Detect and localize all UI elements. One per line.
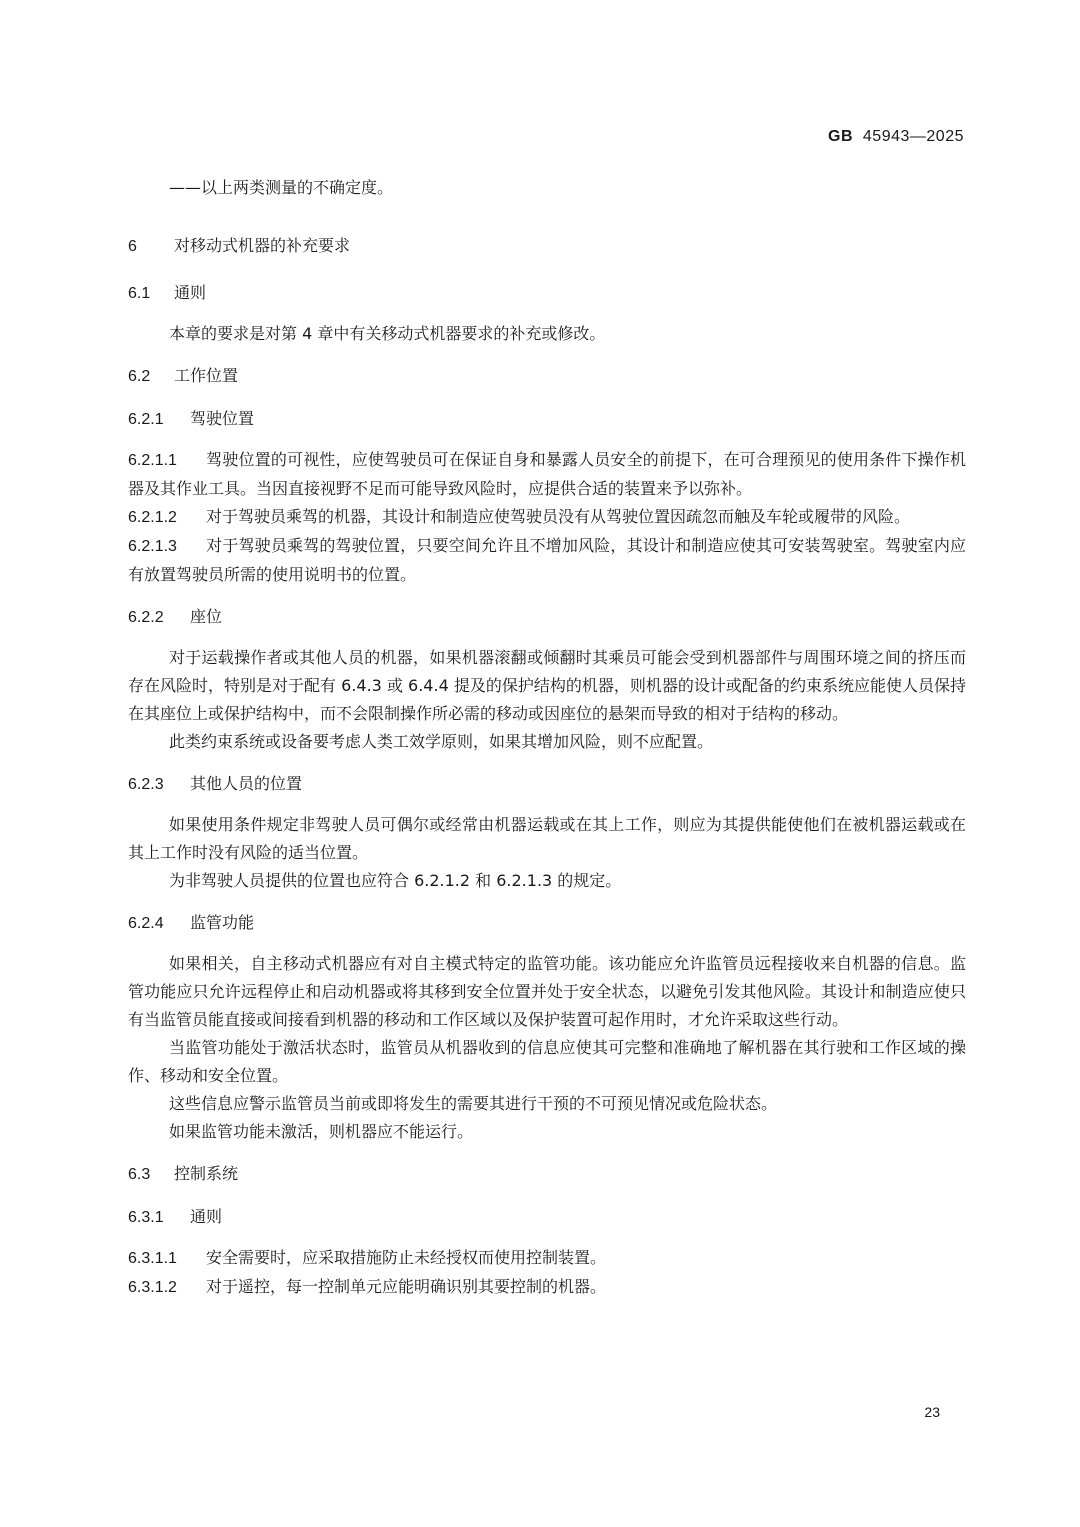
clause-number: 6.3.1.1	[128, 1250, 177, 1267]
section-number: 6.2.1	[128, 411, 164, 428]
clause-6-2-1-2	[128, 503, 966, 532]
clause-number: 6.2.1.1	[128, 452, 177, 469]
clause-text: 对于遥控，每一控制单元应能明确识别其要控制的机器。	[206, 1277, 607, 1296]
paragraph: 当监管功能处于激活状态时，监管员从机器收到的信息应使其可完整和准确地了解机器在其行驶和工作区域的操作、移动和安全位置。	[128, 1038, 966, 1085]
section-title: 座位	[190, 607, 223, 626]
paragraph: 本章的要求是对第 4 章中有关移动式机器要求的补充或修改。	[169, 324, 606, 343]
clause-number: 6.3.1.2	[128, 1279, 177, 1296]
section-number: 6.2.4	[128, 915, 164, 932]
clause-6-2-1-3	[128, 532, 966, 589]
clause-text: 驾驶位置的可视性，应使驾驶员可在保证自身和暴露人员安全的前提下，在可合理预见的使用条件下操作机器及其作业工具。当因直接视野不足而可能导致风险时，应提供合适的装置来予以弥补。	[128, 450, 966, 498]
standard-number: 45943—2025	[862, 128, 964, 145]
section-heading-6-3	[128, 1160, 966, 1189]
clause-6-3-1-2	[128, 1273, 966, 1302]
clause-text: 安全需要时，应采取措施防止未经授权而使用控制装置。	[206, 1248, 607, 1267]
clause-6-3-1-1	[128, 1244, 966, 1273]
standard-prefix: GB	[828, 128, 854, 145]
section-title: 通则	[174, 283, 207, 302]
section-heading-6-2	[128, 362, 966, 391]
section-heading-6-2-1	[128, 405, 966, 434]
clause-number: 6.2.1.2	[128, 509, 177, 526]
section-title: 驾驶位置	[190, 409, 255, 428]
section-heading-6-1	[128, 279, 966, 308]
section-title: 工作位置	[174, 366, 239, 385]
section-heading-6	[128, 232, 966, 261]
section-number: 6.3.1	[128, 1209, 164, 1226]
clause-text: 对于驾驶员乘驾的驾驶位置，只要空间允许且不增加风险，其设计和制造应使其可安装驾驶室。驾驶室内应有放置驾驶员所需的使用说明书的位置。	[128, 536, 966, 584]
section-number: 6.1	[128, 285, 151, 302]
paragraph: 为非驾驶人员提供的位置也应符合 6.2.1.2 和 6.2.1.3 的规定。	[169, 871, 622, 890]
paragraph: 这些信息应警示监管员当前或即将发生的需要其进行干预的不可预见情况或危险状态。	[169, 1094, 778, 1113]
dash-list-item: ——以上两类测量的不确定度。	[169, 178, 394, 197]
clause-text: 对于驾驶员乘驾的机器，其设计和制造应使驾驶员没有从驾驶位置因疏忽而触及车轮或履带的风险。	[206, 507, 911, 526]
section-title: 控制系统	[174, 1164, 239, 1183]
section-heading-6-2-4	[128, 909, 966, 938]
section-title: 对移动式机器的补充要求	[174, 236, 351, 255]
paragraph: 对于运载操作者或其他人员的机器，如果机器滚翻或倾翻时其乘员可能会受到机器部件与周围环境之间的挤压而存在风险时，特别是对于配有 6.4.3 或 6.4.4 提及的保护结构的机器，则机器的设计或配备的约束系统应能使人员保持在其座位上或保护结构中，而不会限制操作所必需的移动或因座位的悬架而导致的相对于结构的移动。	[128, 648, 966, 723]
section-number: 6.2.3	[128, 776, 164, 793]
paragraph: 如果监管功能未激活，则机器应不能运行。	[169, 1122, 474, 1141]
clause-6-2-1-1	[128, 446, 966, 503]
section-number: 6.3	[128, 1166, 151, 1183]
section-title: 其他人员的位置	[190, 774, 303, 793]
clause-number: 6.2.1.3	[128, 538, 177, 555]
section-heading-6-2-3	[128, 770, 966, 799]
section-number: 6	[128, 238, 137, 255]
page-body	[128, 174, 966, 1302]
section-heading-6-2-2	[128, 603, 966, 632]
section-number: 6.2.2	[128, 609, 164, 626]
section-title: 通则	[190, 1207, 223, 1226]
paragraph: 如果使用条件规定非驾驶人员可偶尔或经常由机器运载或在其上工作，则应为其提供能使他们在被机器运载或在其上工作时没有风险的适当位置。	[128, 815, 966, 862]
page-number: 23	[924, 1404, 940, 1420]
paragraph: 如果相关，自主移动式机器应有对自主模式特定的监管功能。该功能应允许监管员远程接收来自机器的信息。监管功能应只允许远程停止和启动机器或将其移到安全位置并处于安全状态，以避免引发其他风险。其设计和制造应使只有当监管员能直接或间接看到机器的移动和工作区域以及保护装置可起作用时，才允许采取这些行动。	[128, 954, 966, 1029]
paragraph: 此类约束系统或设备要考虑人类工效学原则，如果其增加风险，则不应配置。	[169, 732, 714, 751]
standard-code	[828, 128, 964, 146]
section-number: 6.2	[128, 368, 151, 385]
section-heading-6-3-1	[128, 1203, 966, 1232]
section-title: 监管功能	[190, 913, 255, 932]
